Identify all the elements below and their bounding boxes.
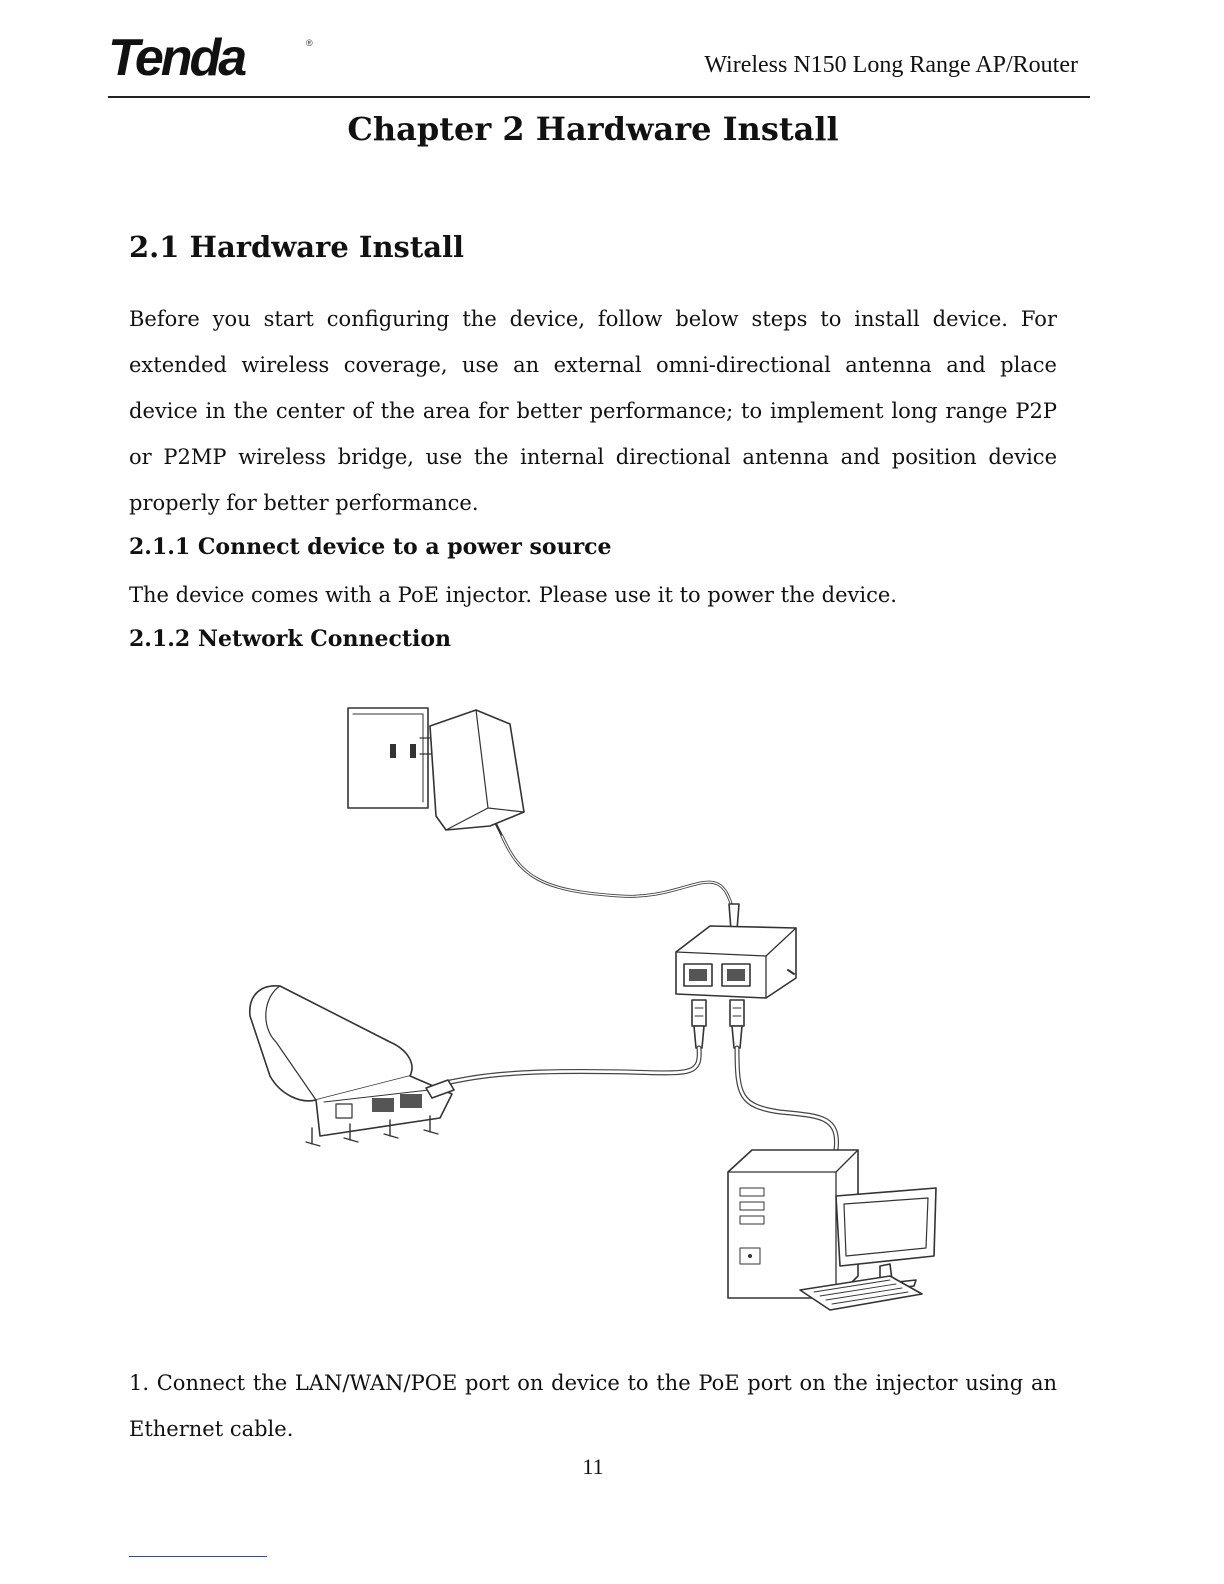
- outdoor-ap-icon: [250, 986, 454, 1146]
- rj45-plugs: [692, 1000, 744, 1048]
- footnote-rule: [129, 1556, 267, 1557]
- registered-mark: ®: [306, 38, 313, 48]
- network-connection-diagram: [240, 696, 940, 1316]
- header-product-title: Wireless N150 Long Range AP/Router: [704, 52, 1078, 78]
- chapter-title: Chapter 2 Hardware Install: [347, 110, 839, 148]
- section-title: 2.1 Hardware Install: [129, 230, 465, 264]
- power-adapter-icon: [420, 710, 524, 836]
- page-number: 11: [582, 1454, 604, 1479]
- page-header: [108, 28, 1090, 98]
- wall-outlet-icon: [348, 708, 428, 808]
- step-1-text: 1. Connect the LAN/WAN/POE port on device to the PoE port on the injector using an Ethernet cable.: [129, 1371, 1057, 1441]
- subsection-network-title: 2.1.2 Network Connection: [129, 626, 452, 652]
- intro-paragraph: Before you start configuring the device, follow below steps to install device. For extended wireless coverage, use an external omni-directional antenna and place device in the center of the area for better performance; to implement long range P2P or P2MP wireless bridge, use the internal directional antenna and position device properly for better performance.: [129, 307, 1057, 515]
- tenda-logo: Tenda: [108, 29, 245, 87]
- subsection-power-title: 2.1.1 Connect device to a power source: [129, 534, 612, 560]
- subsection-power-text: The device comes with a PoE injector. Please use it to power the device.: [129, 583, 897, 607]
- poe-injector-icon: [676, 926, 796, 998]
